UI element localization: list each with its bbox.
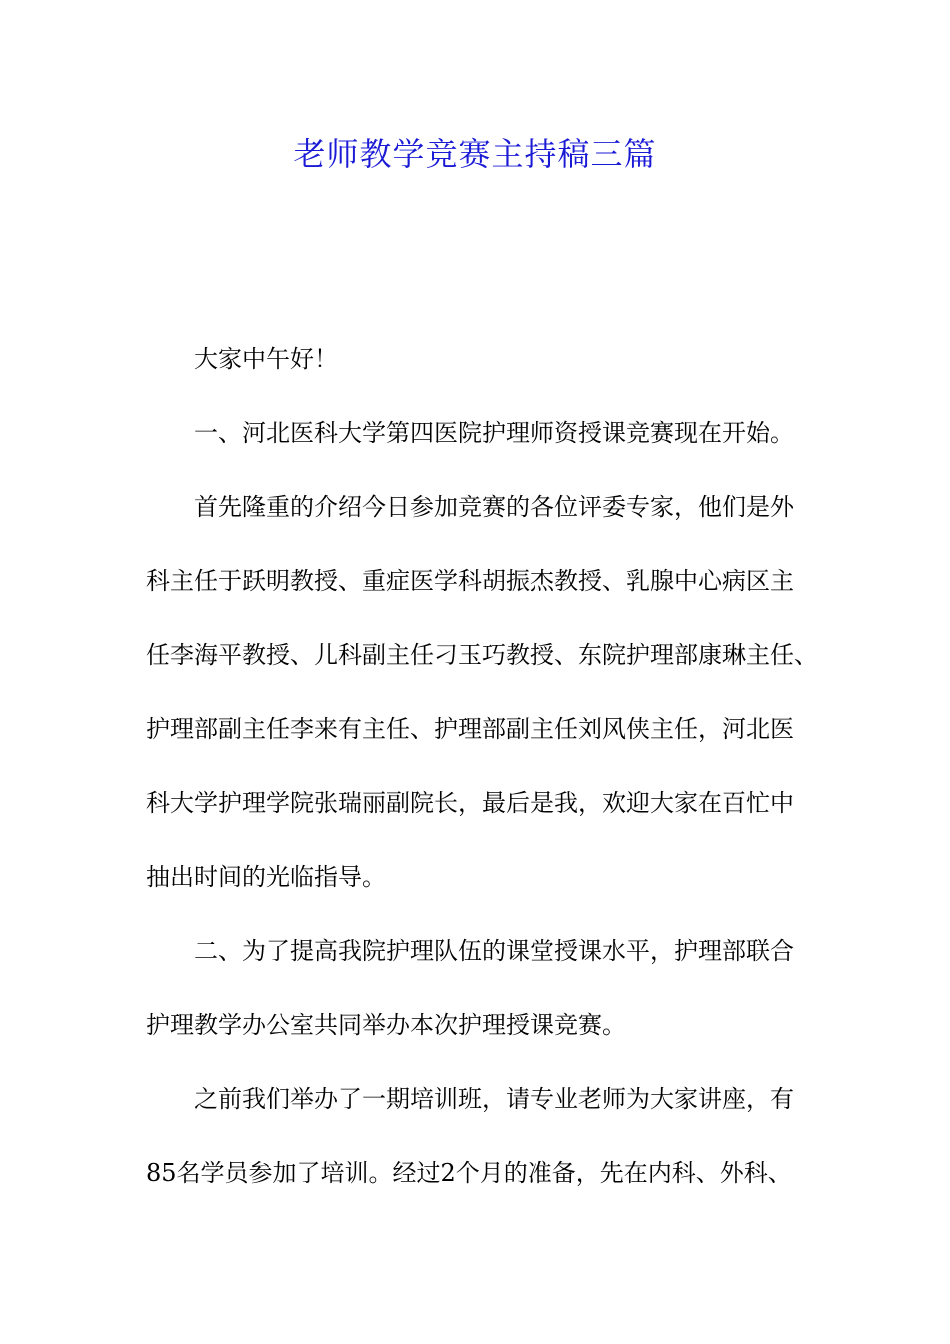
paragraph-2-line-2: 科主任于跃明教授、重症医学科胡振杰教授、乳腺中心病区主 xyxy=(146,567,794,595)
document-title: 老师教学竞赛主持稿三篇 xyxy=(293,135,657,173)
paragraph-1-line-1: 一、河北医科大学第四医院护理师资授课竞赛现在开始。 xyxy=(194,419,794,447)
paragraph-4-line-2: 85名学员参加了培训。经过2个月的准备，先在内科、外科、 xyxy=(146,1159,792,1187)
paragraph-3-line-2: 护理教学办公室共同举办本次护理授课竞赛。 xyxy=(146,1011,626,1039)
paragraph-2-line-5: 科大学护理学院张瑞丽副院长，最后是我，欢迎大家在百忙中 xyxy=(146,789,794,817)
greeting-line: 大家中午好！ xyxy=(194,345,338,373)
paragraph-3-line-1: 二、为了提高我院护理队伍的课堂授课水平，护理部联合 xyxy=(194,937,794,965)
paragraph-2-line-3: 任李海平教授、儿科副主任刁玉巧教授、东院护理部康琳主任、 xyxy=(146,641,818,669)
paragraph-2-line-6: 抽出时间的光临指导。 xyxy=(146,863,386,891)
paragraph-4-line-1: 之前我们举办了一期培训班，请专业老师为大家讲座，有 xyxy=(194,1085,794,1113)
paragraph-2-line-4: 护理部副主任李来有主任、护理部副主任刘风侠主任，河北医 xyxy=(146,715,794,743)
paragraph-2-line-1: 首先隆重的介绍今日参加竞赛的各位评委专家，他们是外 xyxy=(194,493,794,521)
